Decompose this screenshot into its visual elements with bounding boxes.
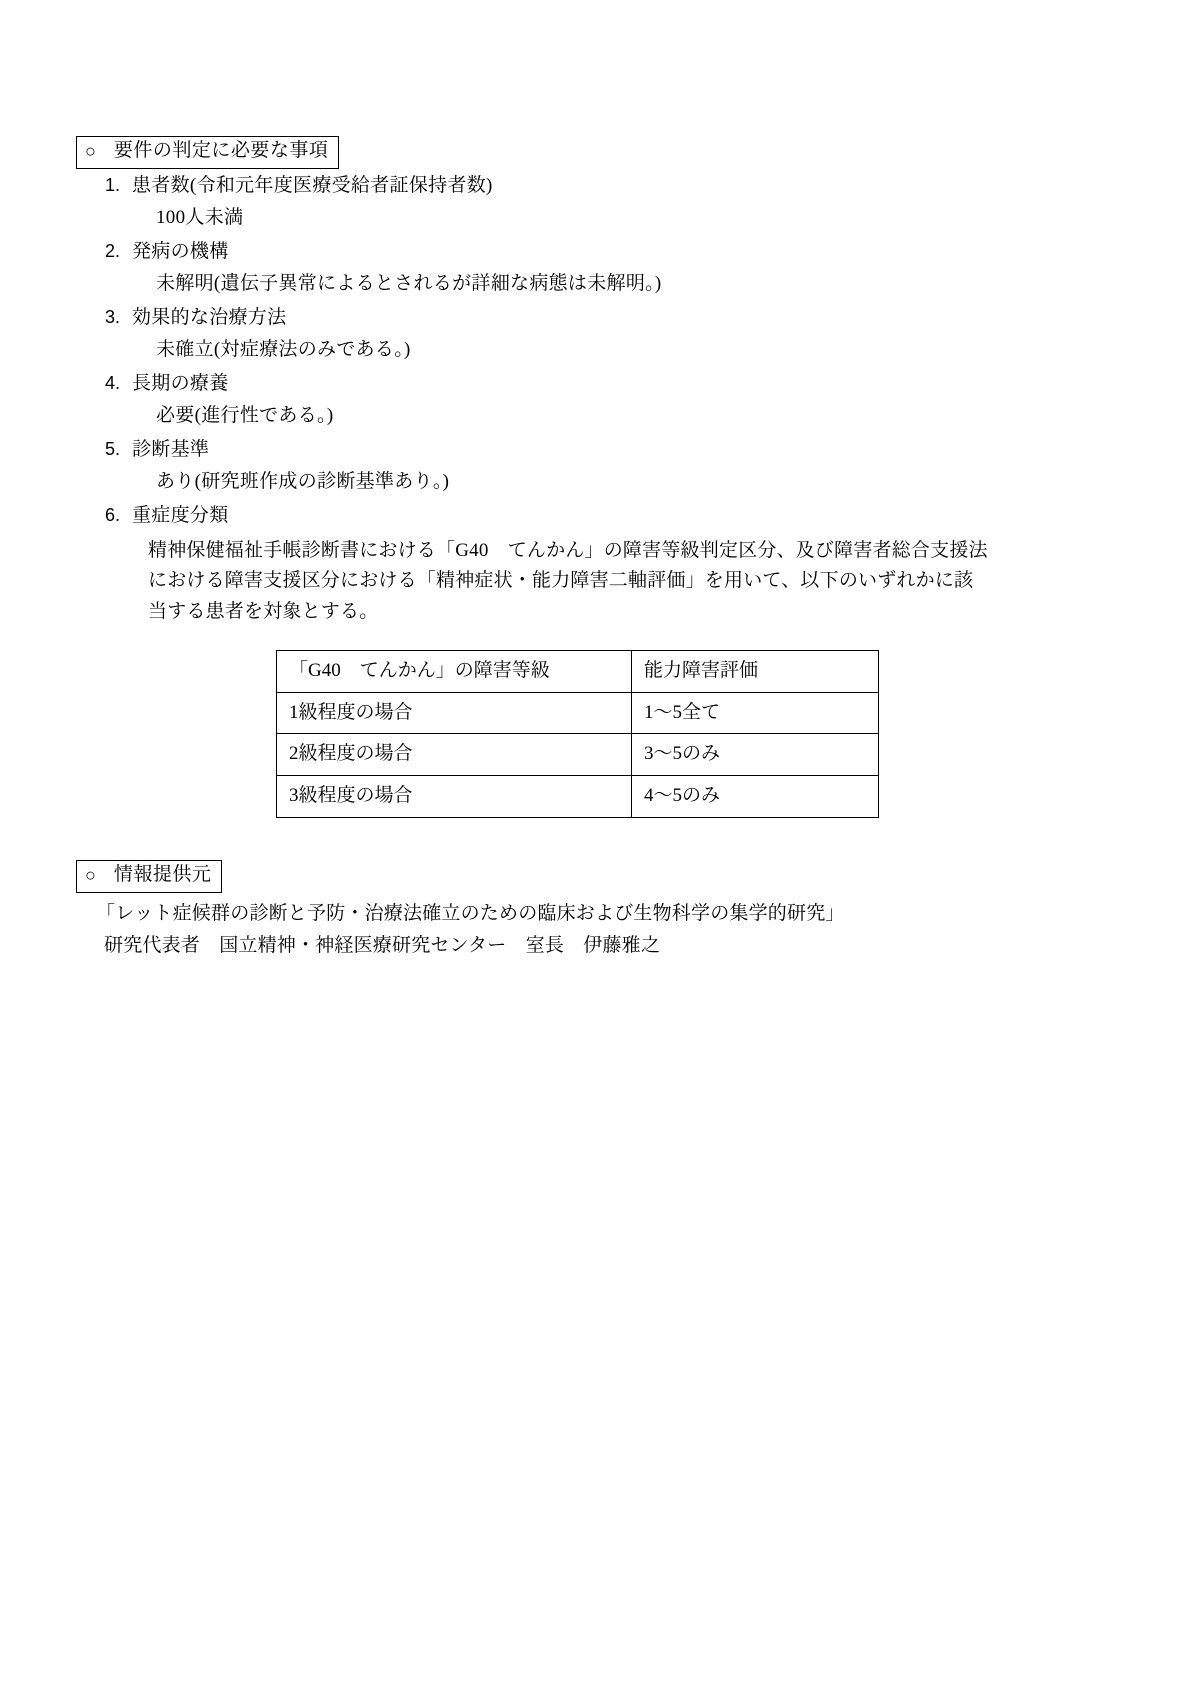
list-item-number: 4. — [104, 373, 120, 394]
list-item — [92, 502, 1092, 627]
table-cell-evaluation: 1〜5全て — [632, 692, 879, 734]
table-cell-grade: 1級程度の場合 — [277, 692, 632, 734]
list-item — [92, 436, 1092, 495]
list-item-label: 患者数(令和元年度医療受給者証保持者数) — [132, 175, 493, 196]
list-item-label: 重症度分類 — [132, 505, 229, 527]
requirements-list — [92, 172, 1092, 634]
list-item-label: 発病の機構 — [132, 241, 229, 263]
list-item — [92, 304, 1092, 363]
list-item-answer: 未確立(対症療法のみである。) — [156, 338, 411, 360]
requirements-section-heading — [76, 136, 339, 169]
list-item-answer: あり(研究班作成の診断基準あり。) — [156, 470, 450, 492]
table-row — [277, 776, 879, 818]
list-item — [92, 172, 1092, 231]
table-header-cell-evaluation: 能力障害評価 — [632, 651, 879, 693]
list-item-number: 6. — [104, 505, 120, 526]
table-cell-grade: 3級程度の場合 — [277, 776, 632, 818]
list-item — [92, 370, 1092, 429]
list-item — [92, 238, 1092, 297]
table-header-cell-grade: 「G40 てんかん」の障害等級 — [277, 651, 632, 693]
list-item-number: 2. — [104, 241, 120, 262]
list-item-number: 5. — [104, 439, 120, 460]
table-row — [277, 692, 879, 734]
requirements-heading-text: 要件の判定に必要な事項 — [113, 140, 329, 161]
circle-marker-icon: ○ — [85, 864, 96, 885]
list-item-label: 診断基準 — [132, 439, 210, 461]
source-section-heading — [76, 860, 222, 893]
list-item-answer: 100人未満 — [156, 206, 244, 228]
table-cell-evaluation: 3〜5のみ — [632, 734, 879, 776]
grade-evaluation-table — [276, 650, 879, 818]
list-item-number: 3. — [104, 307, 120, 328]
table-cell-grade: 2級程度の場合 — [277, 734, 632, 776]
source-heading-text: 情報提供元 — [113, 864, 212, 885]
severity-text-line-2: における障害支援区分における「精神症状・能力障害二軸評価」を用いて、以下のいずれかに該 — [148, 570, 974, 592]
source-information — [96, 898, 845, 963]
list-item-label: 長期の療養 — [132, 373, 229, 395]
list-item-answer: 未解明(遺伝子異常によるとされるが詳細な病態は未解明。) — [156, 272, 662, 294]
source-representative: 研究代表者 国立精神・神経医療研究センター 室長 伊藤雅之 — [104, 935, 661, 957]
table-cell-evaluation: 4〜5のみ — [632, 776, 879, 818]
severity-classification-text — [148, 536, 1048, 627]
source-study-title: 「レット症候群の診断と予防・治療法確立のための臨床および生物科学の集学的研究」 — [96, 903, 845, 924]
circle-marker-icon: ○ — [85, 140, 96, 161]
table-row — [277, 734, 879, 776]
severity-text-line-3: 当する患者を対象とする。 — [148, 600, 379, 622]
table-header-row — [277, 651, 879, 693]
list-item-answer: 必要(進行性である。) — [156, 404, 334, 426]
list-item-number: 1. — [104, 175, 120, 195]
severity-text-line-1: 精神保健福祉手帳診断書における「G40 てんかん」の障害等級判定区分、及び障害者総合支援法 — [148, 540, 988, 562]
list-item-label: 効果的な治療方法 — [132, 307, 287, 329]
